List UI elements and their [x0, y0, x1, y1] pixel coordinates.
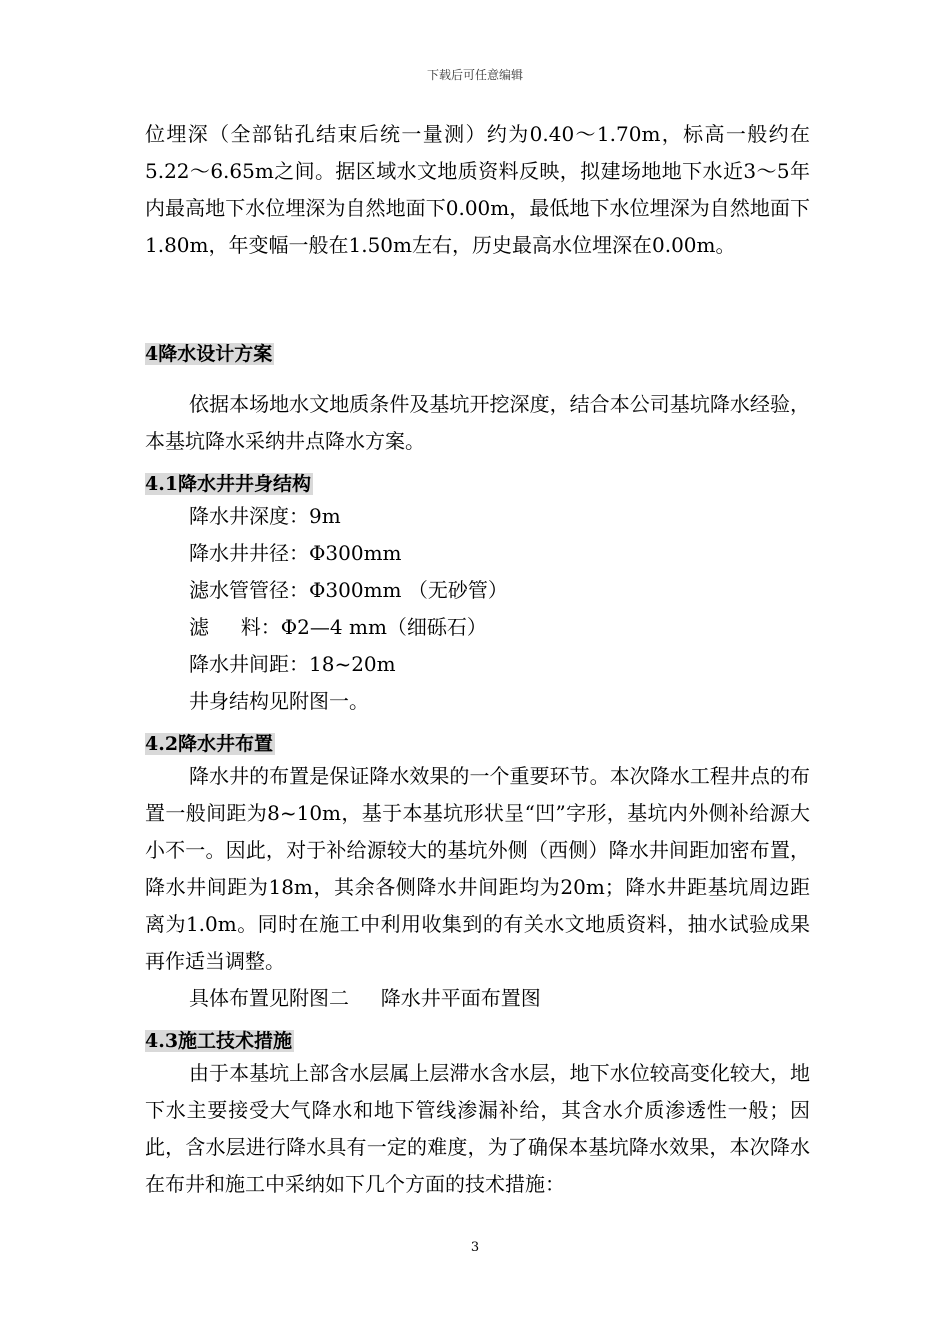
section-heading-4-3: [145, 1027, 810, 1055]
section-heading-4: [145, 340, 810, 368]
section-heading-4-3-text: 4.3施工技术措施: [145, 1030, 293, 1052]
section-4-intro: 依据本场地水文地质条件及基坑开挖深度，结合本公司基坑降水经验，本基坑降水采纳井点降水方案。: [145, 392, 810, 453]
spacer: [145, 720, 810, 730]
spec-item-figure-note: 井身结构见附图一。: [189, 689, 369, 713]
spacer: [145, 264, 810, 340]
section-heading-4-2: [145, 730, 810, 758]
spacer: [145, 368, 810, 386]
spacer: [145, 460, 810, 470]
spacer: [145, 1017, 810, 1027]
section-4-2-figure-note: 具体布置见附图二 降水井平面布置图: [189, 986, 541, 1010]
page-number: 3: [470, 1240, 480, 1255]
section-heading-4-1-text: 4.1降水井井身结构: [145, 473, 312, 495]
groundwater-paragraph: 位埋深（全部钻孔结束后统一量测）约为0.40～1.70m，标高一般约在5.22～6.65m之间。据区域水文地质资料反映，拟建场地地下水近3～5年内最高地下水位埋深为自然地面下0.00m，最低地下水位埋深为自然地面下1.80m，年变幅一般在1.50m左右，历史最高水位埋深在0.00m。: [145, 122, 810, 257]
spec-item-spacing: 降水井间距：18~20m: [189, 652, 396, 676]
section-heading-4-1: [145, 470, 810, 498]
spec-item-depth: 降水井深度：9m: [189, 504, 341, 528]
section-4-2-paragraph: 降水井的布置是保证降水效果的一个重要环节。本次降水工程井点的布置一般间距为8~10m，基于本基坑形状呈“凹”字形，基坑内外侧补给源大小不一。因此，对于补给源较大的基坑外侧（西侧）降水井间距加密布置，降水井间距为18m，其余各侧降水井间距均为20m；降水井距基坑周边距离为1.0m。同时在施工中利用收集到的有关水文地质资料，抽水试验成果再作适当调整。: [145, 764, 810, 973]
spec-item-filter-pipe: 滤水管管径：Φ300mm （无砂管）: [189, 578, 508, 602]
spec-item-filter-material: 滤 料：Φ2—4 mm（细砾石）: [189, 615, 487, 639]
section-heading-4-text: 4降水设计方案: [145, 343, 273, 365]
page-header: 下载后可任意编辑: [426, 68, 523, 82]
document-body: [145, 116, 810, 1203]
section-4-3-paragraph: 由于本基坑上部含水层属上层滞水含水层，地下水位较高变化较大，地下水主要接受大气降水和地下管线渗漏补给，其含水介质渗透性一般；因此，含水层进行降水具有一定的难度，为了确保本基坑降水效果，本次降水在布井和施工中采纳如下几个方面的技术措施：: [145, 1061, 810, 1196]
spec-item-well-diameter: 降水井井径：Φ300mm: [189, 541, 402, 565]
section-heading-4-2-text: 4.2降水井布置: [145, 733, 274, 755]
